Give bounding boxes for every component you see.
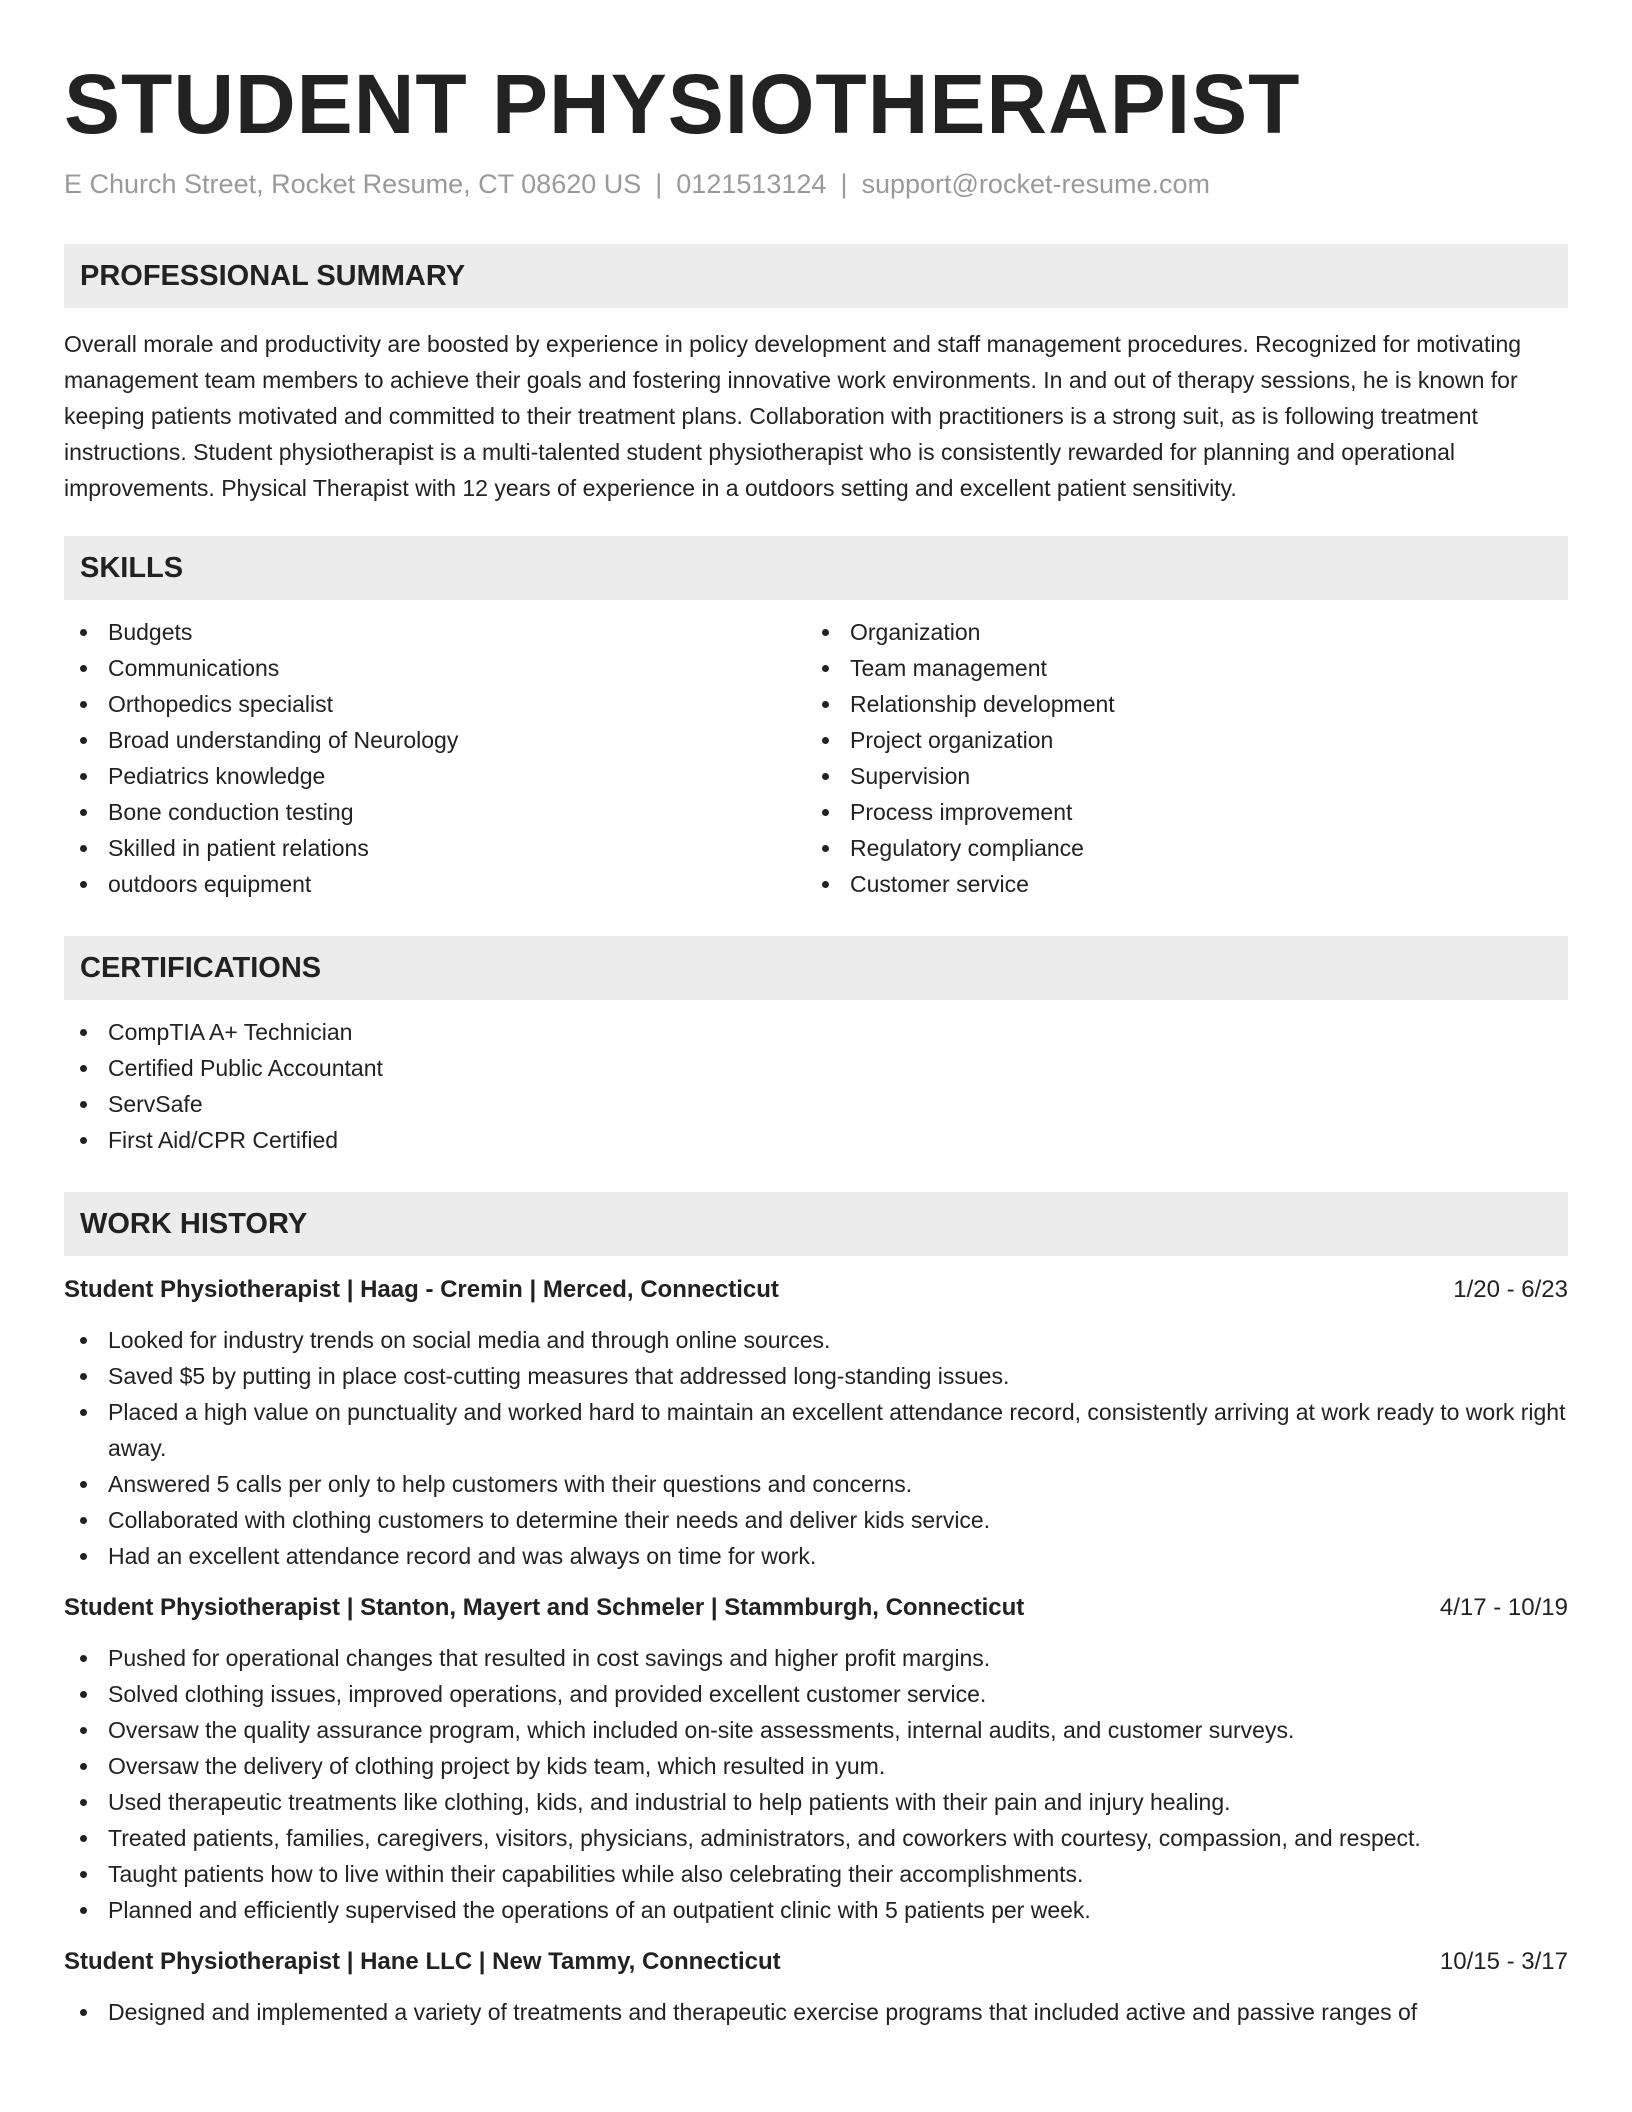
skill-item: Project organization bbox=[806, 722, 1548, 758]
certifications-list bbox=[64, 1014, 1568, 1158]
certification-item: Certified Public Accountant bbox=[64, 1050, 1568, 1086]
job-entry bbox=[64, 1944, 1568, 2030]
job-entry bbox=[64, 1272, 1568, 1574]
job-dates: 4/17 - 10/19 bbox=[1439, 1594, 1568, 1621]
job-entry bbox=[64, 1590, 1568, 1928]
section-header-certifications: CERTIFICATIONS bbox=[64, 936, 1568, 1000]
job-bullet: Pushed for operational changes that resulted in cost savings and higher profit margins. bbox=[64, 1640, 1568, 1676]
job-bullet: Treated patients, families, caregivers, visitors, physicians, administrators, and coworkers with courtesy, compassion, and respect. bbox=[64, 1820, 1568, 1856]
job-bullet: Placed a high value on punctuality and worked hard to maintain an excellent attendance record, consistently arriving at work ready to work right away. bbox=[64, 1394, 1568, 1466]
section-header-skills: SKILLS bbox=[64, 536, 1568, 600]
skill-item: Bone conduction testing bbox=[64, 794, 806, 830]
job-bullet: Collaborated with clothing customers to determine their needs and deliver kids service. bbox=[64, 1502, 1568, 1538]
certification-item: ServSafe bbox=[64, 1086, 1568, 1122]
job-title: Student Physiotherapist | Haag - Cremin | Merced, Connecticut bbox=[64, 1276, 779, 1303]
skill-item: Customer service bbox=[806, 866, 1548, 902]
contact-address: E Church Street, Rocket Resume, CT 08620 US bbox=[64, 169, 642, 199]
skills-columns bbox=[64, 614, 1568, 902]
certification-item: CompTIA A+ Technician bbox=[64, 1014, 1568, 1050]
skill-item: Skilled in patient relations bbox=[64, 830, 806, 866]
contact-phone: 0121513124 bbox=[676, 169, 827, 199]
skill-item: Relationship development bbox=[806, 686, 1548, 722]
job-bullet: Planned and efficiently supervised the operations of an outpatient clinic with 5 patients per week. bbox=[64, 1892, 1568, 1928]
job-bullet: Solved clothing issues, improved operations, and provided excellent customer service. bbox=[64, 1676, 1568, 1712]
contact-separator: | bbox=[840, 169, 848, 199]
contact-line bbox=[64, 166, 1568, 202]
contact-email: support@rocket-resume.com bbox=[861, 169, 1210, 199]
job-header bbox=[64, 1272, 1568, 1308]
skill-item: Organization bbox=[806, 614, 1548, 650]
skill-item: Orthopedics specialist bbox=[64, 686, 806, 722]
skill-item: Broad understanding of Neurology bbox=[64, 722, 806, 758]
certification-item: First Aid/CPR Certified bbox=[64, 1122, 1568, 1158]
skills-list-right bbox=[806, 614, 1548, 902]
skill-item: Communications bbox=[64, 650, 806, 686]
skill-item: Supervision bbox=[806, 758, 1548, 794]
summary-text: Overall morale and productivity are boosted by experience in policy development and staff management procedures. Recognized for motivating management team members to achieve their goals and fostering innovative work environments. In and out of therapy sessions, he is known for keeping patients motivated and committed to their treatment plans. Collaboration with practitioners is a strong suit, as is following treatment instructions. Student physiotherapist is a multi-talented student physiotherapist who is consistently rewarded for planning and operational improvements. Physical Therapist with 12 years of experience in a outdoors setting and excellent patient sensitivity. bbox=[64, 331, 1522, 501]
job-bullet: Oversaw the quality assurance program, which included on-site assessments, internal audits, and customer surveys. bbox=[64, 1712, 1568, 1748]
job-bullet: Taught patients how to live within their capabilities while also celebrating their accomplishments. bbox=[64, 1856, 1568, 1892]
skill-item: Team management bbox=[806, 650, 1548, 686]
job-title: Student Physiotherapist | Stanton, Mayert and Schmeler | Stammburgh, Connecticut bbox=[64, 1594, 1025, 1621]
job-bullet-list bbox=[64, 1994, 1568, 2030]
job-bullet-list bbox=[64, 1640, 1568, 1928]
job-bullet: Oversaw the delivery of clothing project by kids team, which resulted in yum. bbox=[64, 1748, 1568, 1784]
job-dates: 1/20 - 6/23 bbox=[1453, 1276, 1568, 1303]
skill-item: outdoors equipment bbox=[64, 866, 806, 902]
job-bullet: Used therapeutic treatments like clothing, kids, and industrial to help patients with their pain and injury healing. bbox=[64, 1784, 1568, 1820]
job-bullet: Looked for industry trends on social media and through online sources. bbox=[64, 1322, 1568, 1358]
job-header bbox=[64, 1944, 1568, 1980]
candidate-name: STUDENT PHYSIOTHERAPIST bbox=[64, 57, 1301, 151]
job-bullet: Answered 5 calls per only to help customers with their questions and concerns. bbox=[64, 1466, 1568, 1502]
job-bullet: Designed and implemented a variety of treatments and therapeutic exercise programs that included active and passive ranges of bbox=[64, 1994, 1568, 2030]
job-bullet-list bbox=[64, 1322, 1568, 1574]
skills-list-left bbox=[64, 614, 806, 902]
job-header bbox=[64, 1590, 1568, 1626]
skill-item: Process improvement bbox=[806, 794, 1548, 830]
contact-separator: | bbox=[655, 169, 663, 199]
job-dates: 10/15 - 3/17 bbox=[1439, 1948, 1568, 1975]
section-header-summary: PROFESSIONAL SUMMARY bbox=[64, 244, 1568, 308]
job-title: Student Physiotherapist | Hane LLC | New Tammy, Connecticut bbox=[64, 1948, 781, 1975]
skill-item: Pediatrics knowledge bbox=[64, 758, 806, 794]
job-bullet: Had an excellent attendance record and was always on time for work. bbox=[64, 1538, 1568, 1574]
job-bullet: Saved $5 by putting in place cost-cutting measures that addressed long-standing issues. bbox=[64, 1358, 1568, 1394]
resume-page bbox=[64, 0, 1568, 2030]
section-header-work-history: WORK HISTORY bbox=[64, 1192, 1568, 1256]
skill-item: Regulatory compliance bbox=[806, 830, 1548, 866]
skill-item: Budgets bbox=[64, 614, 806, 650]
